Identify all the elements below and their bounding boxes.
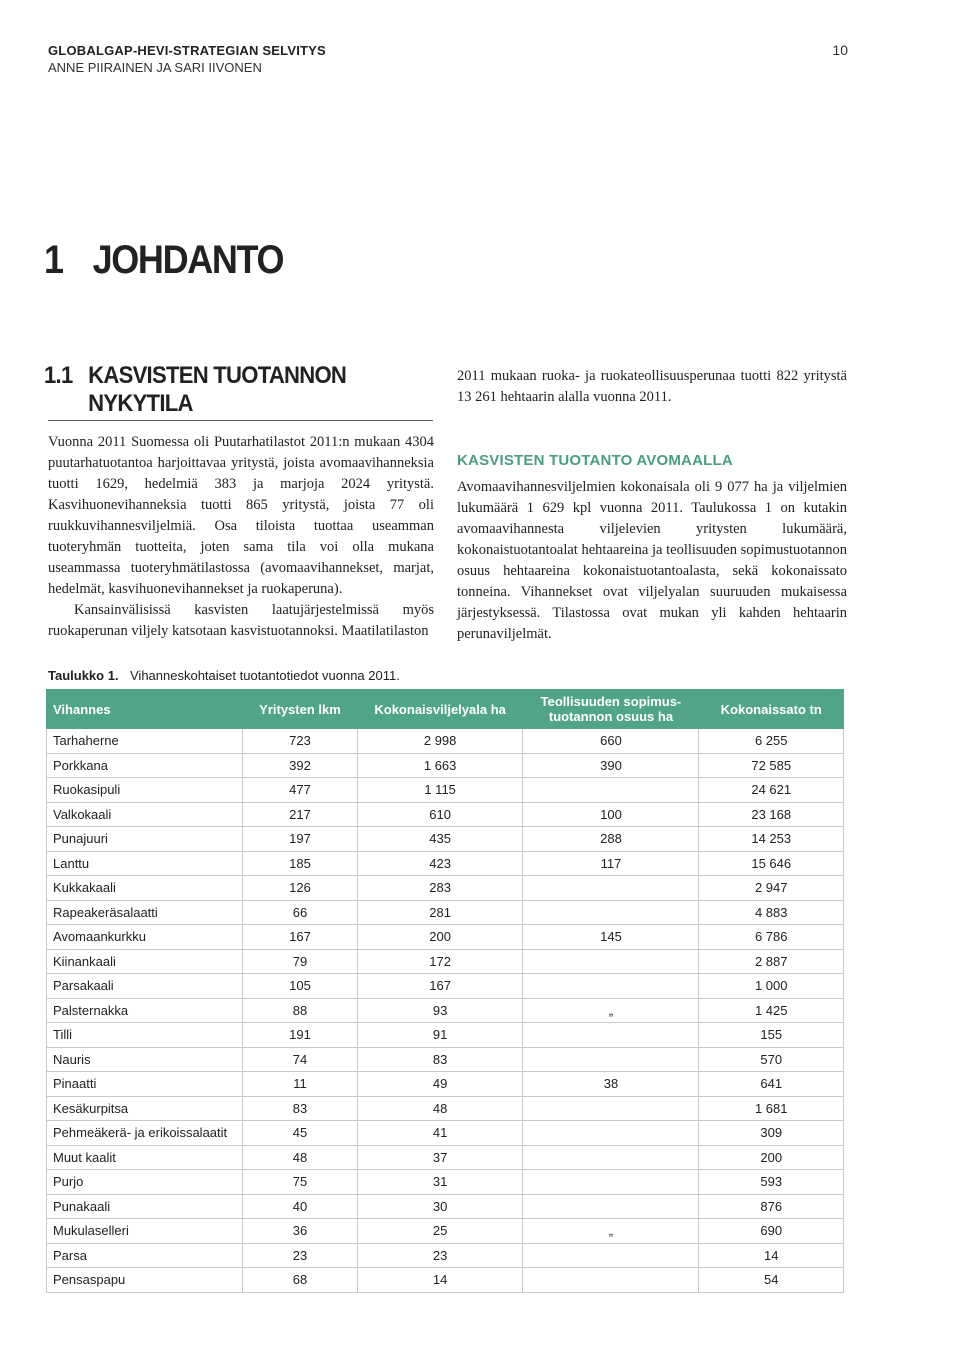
column-header: Yritysten lkm: [243, 690, 358, 729]
table-row: [47, 1170, 844, 1195]
paragraph: Avomaavihannesviljelmien kokonaisala oli 9 077 ha ja viljelmien lukumäärä 1 629 kpl vuonna 2011. Taulukossa 1 on kutakin avomaavihannesta viljelevien yritysten lukumäärä, kokonaistuotantoalat hehtaareina ja teollisuuden sopimustuotannon osuus hehtaareina kokonaistuotantoalasta, sekä kokonaissato tonneina. Vihannekset ovat viljelyalan suuruuden mukaisessa järjestyksessä. Tilastossa ovat mukan yli kahden hehtaarin perunaviljelmät.: [457, 479, 847, 642]
cell-vegetable: Mukulaselleri: [47, 1219, 243, 1244]
cell-vegetable: Pensaspapu: [47, 1268, 243, 1293]
table-row: [47, 1219, 844, 1244]
cell-company-count: 105: [243, 974, 358, 999]
cell-company-count: 191: [243, 1023, 358, 1048]
cell-total-yield: 641: [699, 1072, 844, 1097]
cell-company-count: 66: [243, 900, 358, 925]
left-column: [48, 432, 434, 642]
cell-contract-area: 660: [523, 729, 699, 754]
cell-total-area: 610: [357, 802, 523, 827]
cell-total-area: 281: [357, 900, 523, 925]
table-caption-label: Taulukko 1.: [48, 668, 119, 683]
cell-total-yield: 54: [699, 1268, 844, 1293]
cell-total-area: 23: [357, 1243, 523, 1268]
table-row: [47, 802, 844, 827]
cell-company-count: 40: [243, 1194, 358, 1219]
cell-contract-area: 38: [523, 1072, 699, 1097]
cell-total-area: 423: [357, 851, 523, 876]
cell-vegetable: Porkkana: [47, 753, 243, 778]
cell-total-area: 31: [357, 1170, 523, 1195]
cell-contract-area: [523, 1121, 699, 1146]
cell-total-yield: 200: [699, 1145, 844, 1170]
cell-vegetable: Kiinankaali: [47, 949, 243, 974]
column-header: Teollisuuden sopimus-tuotannon osuus ha: [523, 690, 699, 729]
cell-total-yield: 14: [699, 1243, 844, 1268]
cell-vegetable: Nauris: [47, 1047, 243, 1072]
cell-contract-area: [523, 974, 699, 999]
table-row: [47, 1268, 844, 1293]
cell-company-count: 83: [243, 1096, 358, 1121]
page-header: [48, 42, 848, 76]
cell-company-count: 88: [243, 998, 358, 1023]
cell-total-yield: 72 585: [699, 753, 844, 778]
table-row: [47, 998, 844, 1023]
cell-total-area: 41: [357, 1121, 523, 1146]
paragraph: 2011 mukaan ruoka- ja ruokateollisuusperunaa tuotti 822 yritystä 13 261 hehtaarin alalla vuonna 2011.: [457, 368, 847, 405]
table-row: [47, 1243, 844, 1268]
cell-contract-area: [523, 1268, 699, 1293]
cell-contract-area: [523, 1145, 699, 1170]
cell-total-yield: 6 255: [699, 729, 844, 754]
paragraph: Kansainvälisissä kasvisten laatujärjestelmissä myös ruokaperunan viljely katsotaan kasvistuotannoksi. Maatilatilaston: [48, 602, 434, 639]
cell-company-count: 185: [243, 851, 358, 876]
cell-total-yield: 876: [699, 1194, 844, 1219]
right-column-bottom: [457, 477, 847, 645]
cell-company-count: 126: [243, 876, 358, 901]
cell-contract-area: [523, 876, 699, 901]
cell-total-area: 49: [357, 1072, 523, 1097]
cell-contract-area: [523, 1194, 699, 1219]
cell-total-area: 83: [357, 1047, 523, 1072]
cell-vegetable: Ruokasipuli: [47, 778, 243, 803]
cell-contract-area: 390: [523, 753, 699, 778]
table-row: [47, 974, 844, 999]
cell-company-count: 11: [243, 1072, 358, 1097]
column-header: Vihannes: [47, 690, 243, 729]
table-row: [47, 851, 844, 876]
cell-contract-area: [523, 1023, 699, 1048]
cell-total-area: 25: [357, 1219, 523, 1244]
table-row: [47, 949, 844, 974]
table-header-row: [47, 690, 844, 729]
cell-vegetable: Punajuuri: [47, 827, 243, 852]
cell-total-yield: 6 786: [699, 925, 844, 950]
table-row: [47, 1023, 844, 1048]
cell-total-yield: 24 621: [699, 778, 844, 803]
cell-contract-area: [523, 778, 699, 803]
cell-vegetable: Lanttu: [47, 851, 243, 876]
cell-total-yield: 15 646: [699, 851, 844, 876]
cell-company-count: 45: [243, 1121, 358, 1146]
cell-contract-area: [523, 1243, 699, 1268]
cell-total-area: 48: [357, 1096, 523, 1121]
cell-total-area: 2 998: [357, 729, 523, 754]
document-authors: ANNE PIIRAINEN JA SARI IIVONEN: [48, 60, 262, 75]
paragraph: Vuonna 2011 Suomessa oli Puutarhatilastot 2011:n mukaan 4304 puutarhatuotantoa harjoittavaa yritystä, joista avomaavihanneksia tuotti 1629, hedelmiä 383 ja marjoja 2024 yritystä. Kasvihuonevihanneksia tuotti 865 yritystä, joista 77 oli ruukkuvihannesviljelmiä. Osa tiloista tuottaa useamman tuoteryhmän tuotteita, joten sama tila voi olla mukana useammassa tuoteryhmätilastossa (avomaavihannekset, marjat, hedelmät, kasvihuonevihannekset ja ruokaperuna).: [48, 434, 434, 597]
cell-total-area: 200: [357, 925, 523, 950]
cell-vegetable: Muut kaalit: [47, 1145, 243, 1170]
cell-vegetable: Pehmeäkerä- ja erikoissalaatit: [47, 1121, 243, 1146]
cell-company-count: 392: [243, 753, 358, 778]
cell-contract-area: 145: [523, 925, 699, 950]
cell-vegetable: Rapeakeräsalaatti: [47, 900, 243, 925]
section-number: 1.1: [44, 362, 73, 389]
cell-vegetable: Tilli: [47, 1023, 243, 1048]
cell-vegetable: Palsternakka: [47, 998, 243, 1023]
cell-total-area: 167: [357, 974, 523, 999]
table-row: [47, 900, 844, 925]
cell-contract-area: 117: [523, 851, 699, 876]
cell-company-count: 75: [243, 1170, 358, 1195]
table-row: [47, 1047, 844, 1072]
cell-total-yield: 4 883: [699, 900, 844, 925]
table-row: [47, 1072, 844, 1097]
chapter-number: 1: [44, 238, 63, 282]
cell-contract-area: [523, 1047, 699, 1072]
cell-contract-area: 100: [523, 802, 699, 827]
cell-total-yield: 155: [699, 1023, 844, 1048]
table-row: [47, 827, 844, 852]
table-caption: [48, 668, 400, 683]
cell-contract-area: 288: [523, 827, 699, 852]
cell-company-count: 197: [243, 827, 358, 852]
cell-total-area: 1 115: [357, 778, 523, 803]
cell-vegetable: Tarhaherne: [47, 729, 243, 754]
cell-vegetable: Kesäkurpitsa: [47, 1096, 243, 1121]
cell-vegetable: Valkokaali: [47, 802, 243, 827]
cell-vegetable: Parsa: [47, 1243, 243, 1268]
cell-total-area: 30: [357, 1194, 523, 1219]
production-table: [46, 689, 844, 1293]
cell-total-yield: 2 947: [699, 876, 844, 901]
cell-total-area: 91: [357, 1023, 523, 1048]
cell-total-area: 172: [357, 949, 523, 974]
cell-contract-area: [523, 1096, 699, 1121]
cell-contract-area: „: [523, 998, 699, 1023]
subheading: KASVISTEN TUOTANTO AVOMAALLA: [457, 452, 733, 469]
table-row: [47, 753, 844, 778]
cell-company-count: 217: [243, 802, 358, 827]
cell-vegetable: Parsakaali: [47, 974, 243, 999]
cell-total-yield: 2 887: [699, 949, 844, 974]
table-row: [47, 1145, 844, 1170]
page-number: 10: [832, 42, 848, 58]
document-title: GLOBALGAP-HEVI-STRATEGIAN SELVITYS: [48, 43, 326, 58]
table-row: [47, 1194, 844, 1219]
right-column-top: [457, 366, 847, 408]
cell-company-count: 79: [243, 949, 358, 974]
cell-company-count: 48: [243, 1145, 358, 1170]
table-row: [47, 876, 844, 901]
cell-company-count: 23: [243, 1243, 358, 1268]
cell-total-yield: 593: [699, 1170, 844, 1195]
table-body: [47, 729, 844, 1293]
chapter-title: JOHDANTO: [92, 238, 284, 282]
cell-total-area: 93: [357, 998, 523, 1023]
cell-contract-area: [523, 949, 699, 974]
column-header: Kokonaisviljelyala ha: [357, 690, 523, 729]
cell-total-yield: 14 253: [699, 827, 844, 852]
cell-company-count: 723: [243, 729, 358, 754]
cell-vegetable: Avomaankurkku: [47, 925, 243, 950]
cell-company-count: 36: [243, 1219, 358, 1244]
cell-contract-area: [523, 1170, 699, 1195]
cell-company-count: 74: [243, 1047, 358, 1072]
section-title: KASVISTEN TUOTANNON NYKYTILA: [88, 362, 347, 417]
cell-vegetable: Pinaatti: [47, 1072, 243, 1097]
cell-total-area: 37: [357, 1145, 523, 1170]
section-heading: [44, 362, 403, 418]
cell-company-count: 167: [243, 925, 358, 950]
cell-total-yield: 1 425: [699, 998, 844, 1023]
cell-total-yield: 570: [699, 1047, 844, 1072]
table-row: [47, 1096, 844, 1121]
cell-vegetable: Kukkakaali: [47, 876, 243, 901]
table-row: [47, 729, 844, 754]
table-row: [47, 778, 844, 803]
cell-contract-area: „: [523, 1219, 699, 1244]
cell-total-area: 14: [357, 1268, 523, 1293]
table-row: [47, 925, 844, 950]
section-divider: [48, 420, 433, 421]
cell-vegetable: Punakaali: [47, 1194, 243, 1219]
cell-total-yield: 690: [699, 1219, 844, 1244]
cell-total-area: 283: [357, 876, 523, 901]
cell-total-yield: 309: [699, 1121, 844, 1146]
cell-contract-area: [523, 900, 699, 925]
cell-total-yield: 1 000: [699, 974, 844, 999]
chapter-heading: [44, 238, 283, 283]
cell-company-count: 68: [243, 1268, 358, 1293]
cell-total-area: 435: [357, 827, 523, 852]
table-row: [47, 1121, 844, 1146]
cell-total-yield: 1 681: [699, 1096, 844, 1121]
cell-company-count: 477: [243, 778, 358, 803]
cell-total-area: 1 663: [357, 753, 523, 778]
cell-vegetable: Purjo: [47, 1170, 243, 1195]
cell-total-yield: 23 168: [699, 802, 844, 827]
column-header: Kokonaissato tn: [699, 690, 844, 729]
table-caption-text: Vihanneskohtaiset tuotantotiedot vuonna 2011.: [130, 668, 400, 683]
